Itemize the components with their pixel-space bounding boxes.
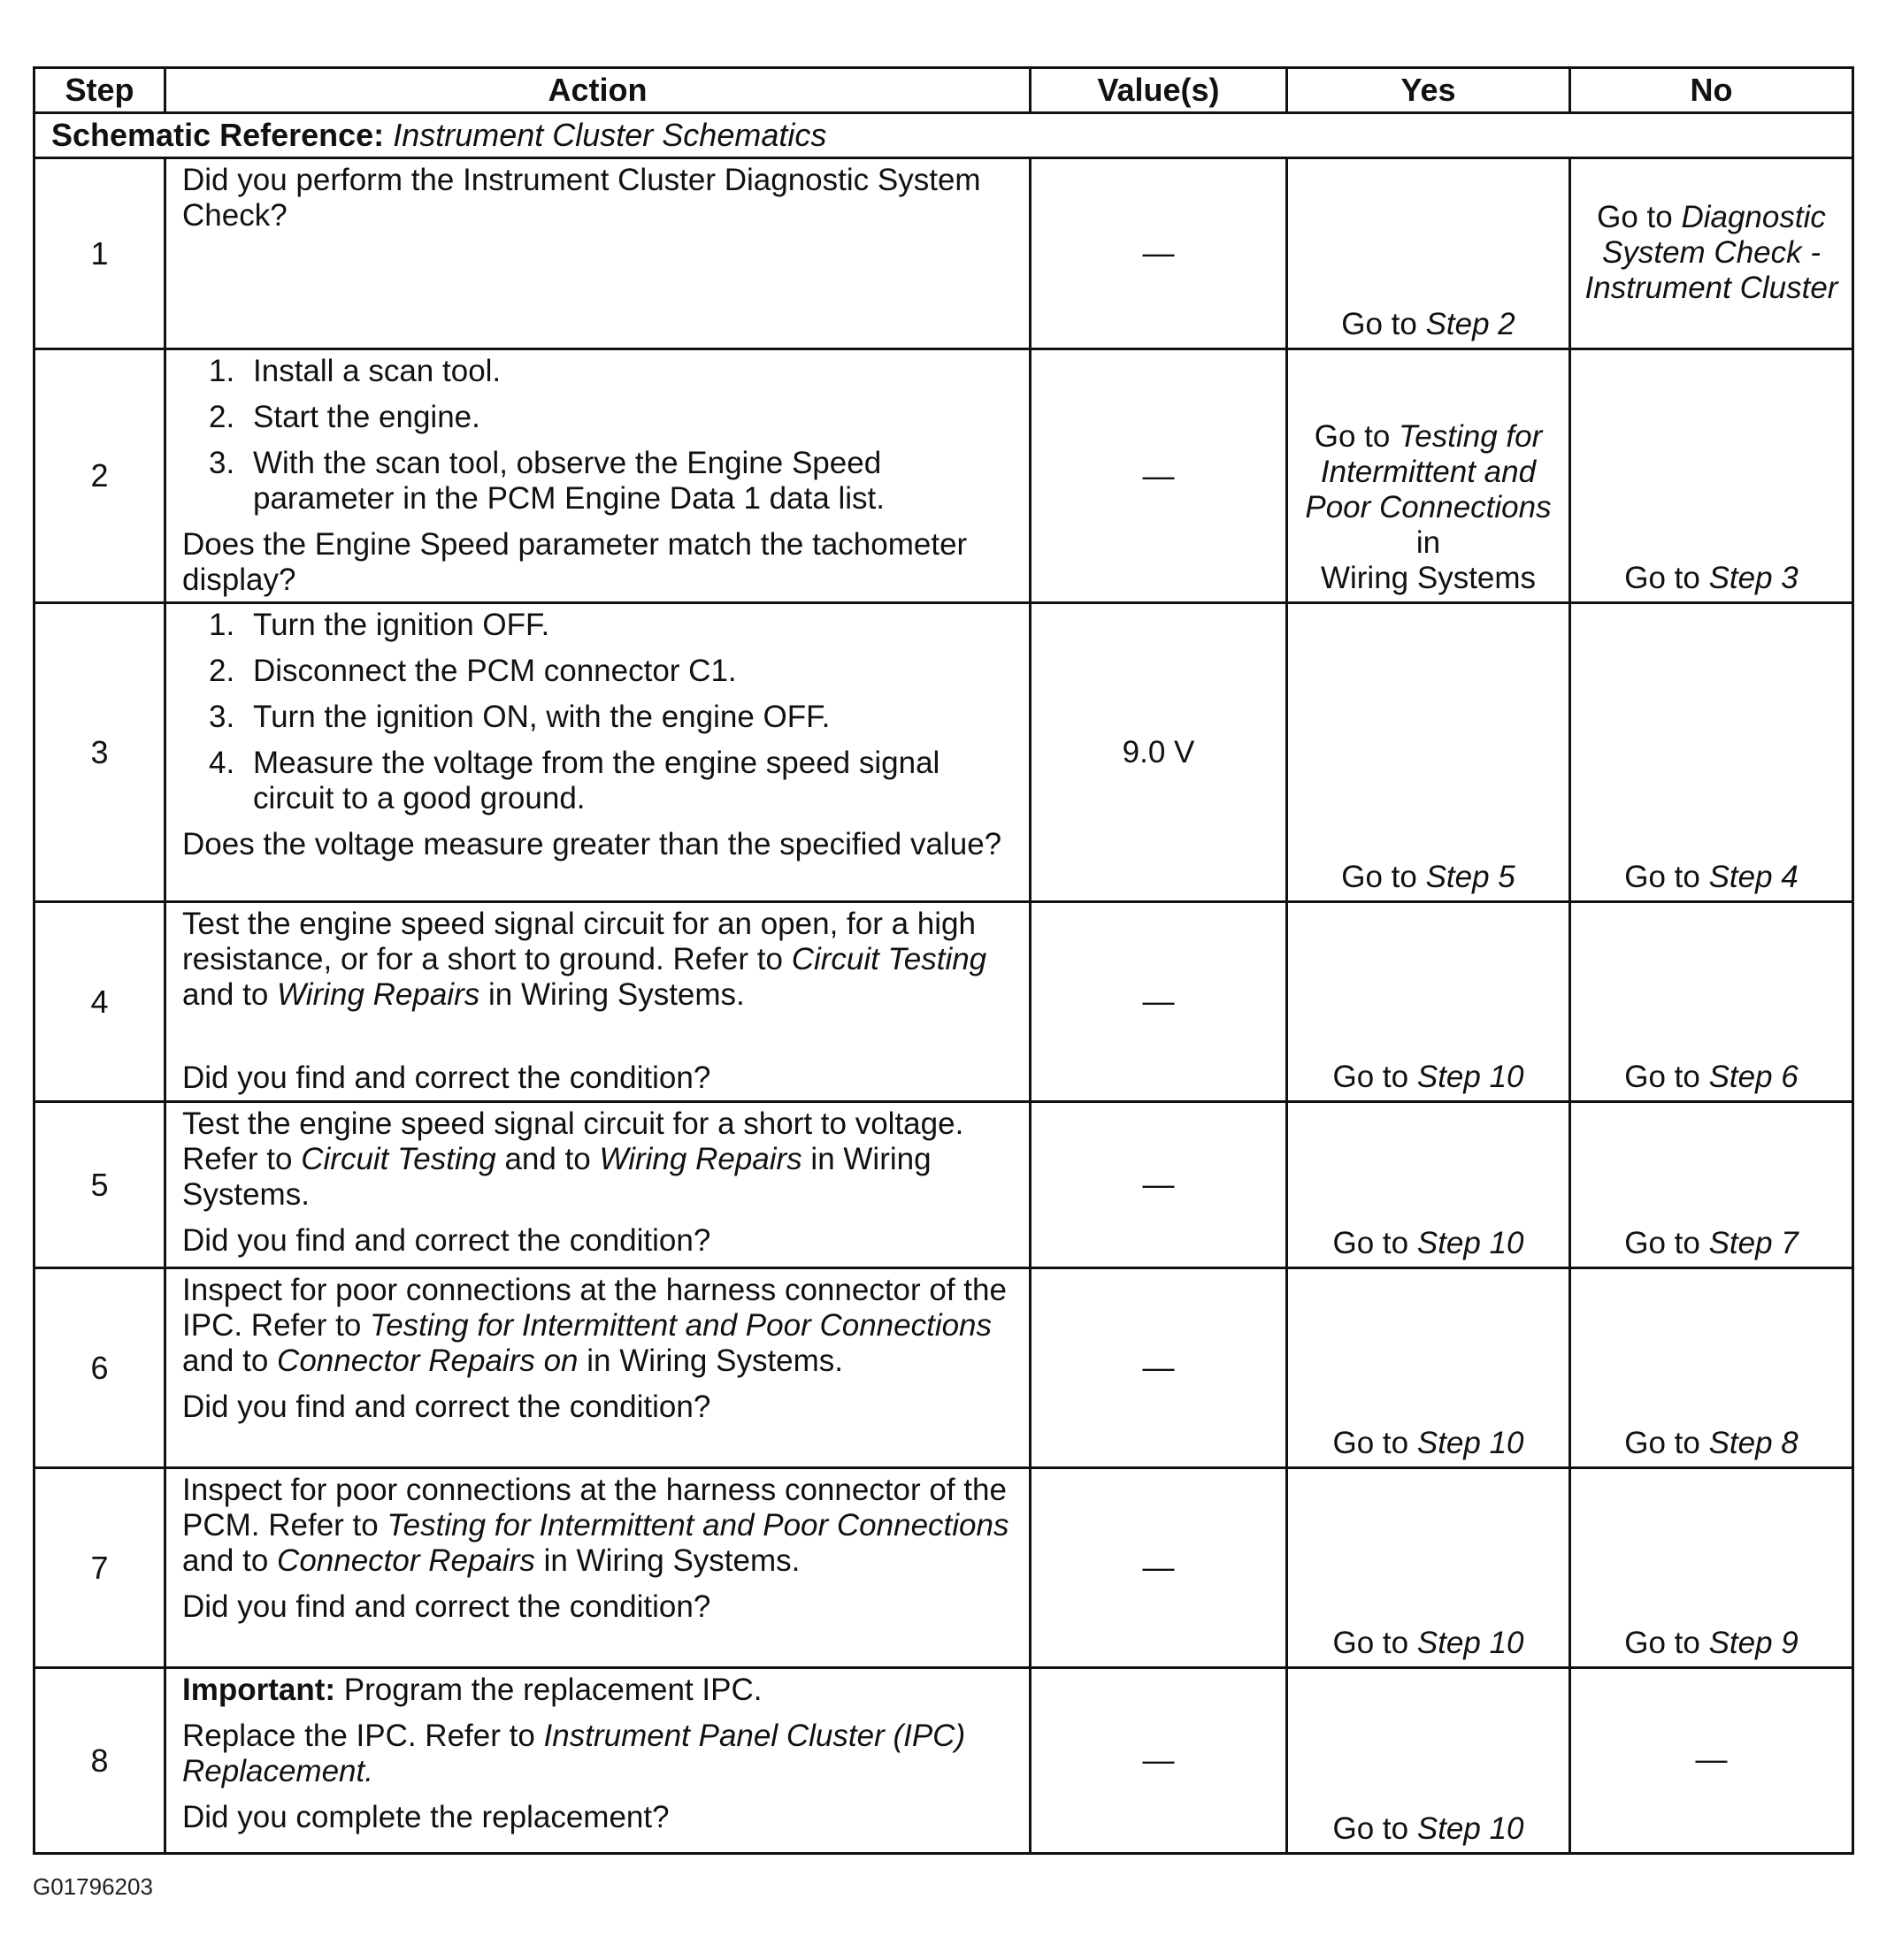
value-cell: — bbox=[1031, 1468, 1287, 1668]
diagnostic-table bbox=[33, 66, 1854, 1855]
value-cell: — bbox=[1031, 1268, 1287, 1468]
no-cell: Go to Step 7 bbox=[1570, 1102, 1853, 1268]
reference-link[interactable]: Connector Repairs bbox=[277, 1543, 535, 1578]
step-number: 3 bbox=[35, 603, 165, 902]
action-steps-list bbox=[182, 608, 1013, 816]
action-text: Test the engine speed signal circuit for a short to voltage. Refer to Circuit Testing and to Wiring Repairs in Wiring Systems. bbox=[182, 1106, 964, 1212]
yes-cell: Go to Step 10 bbox=[1287, 1102, 1570, 1268]
yes-link[interactable]: Step 5 bbox=[1425, 860, 1515, 894]
table-row bbox=[35, 1468, 1853, 1668]
no-link[interactable]: Step 8 bbox=[1708, 1426, 1798, 1460]
list-item: 3. Turn the ignition ON, with the engine OFF. bbox=[209, 700, 831, 734]
list-item: 4. Measure the voltage from the engine speed signal circuit to a good ground. bbox=[209, 746, 940, 815]
no-link[interactable]: Step 7 bbox=[1708, 1226, 1798, 1260]
value-cell: — bbox=[1031, 1668, 1287, 1854]
reference-link[interactable]: Circuit Testing bbox=[791, 942, 987, 976]
yes-link[interactable]: Step 2 bbox=[1425, 307, 1515, 341]
action-question: Did you complete the replacement? bbox=[182, 1800, 670, 1834]
table-row bbox=[35, 1268, 1853, 1468]
step-number: 2 bbox=[35, 349, 165, 603]
figure-id: G01796203 bbox=[33, 1873, 153, 1900]
reference-link[interactable]: Testing for Intermittent and Poor Connections bbox=[370, 1308, 993, 1343]
action-question: Does the voltage measure greater than the specified value? bbox=[182, 827, 1002, 861]
step-number: 8 bbox=[35, 1668, 165, 1854]
value-cell: — bbox=[1031, 902, 1287, 1102]
schematic-reference bbox=[35, 113, 1853, 158]
reference-link[interactable]: Instrument Panel Cluster (IPC) Replacement. bbox=[182, 1719, 966, 1788]
action-cell bbox=[165, 349, 1031, 603]
table-row bbox=[35, 1668, 1853, 1854]
yes-link[interactable]: Step 10 bbox=[1416, 1426, 1524, 1460]
value-cell bbox=[1031, 603, 1287, 902]
header-no: No bbox=[1570, 68, 1853, 113]
no-link[interactable]: Step 6 bbox=[1708, 1060, 1798, 1094]
reference-link[interactable]: Wiring Repairs bbox=[277, 977, 480, 1012]
header-row bbox=[35, 68, 1853, 113]
table-row bbox=[35, 349, 1853, 603]
action-cell bbox=[165, 603, 1031, 902]
value-cell: — bbox=[1031, 1102, 1287, 1268]
action-cell bbox=[165, 1268, 1031, 1468]
list-item: 2. Start the engine. bbox=[209, 400, 480, 434]
no-cell: Go to Diagnostic System Check - Instrument Cluster bbox=[1570, 158, 1853, 349]
schematic-reference-link[interactable]: Instrument Cluster Schematics bbox=[393, 117, 827, 153]
header-values: Value(s) bbox=[1031, 68, 1287, 113]
yes-cell: Go to Step 10 bbox=[1287, 1468, 1570, 1668]
reference-link[interactable]: Wiring Repairs bbox=[599, 1142, 802, 1176]
action-cell bbox=[165, 1668, 1031, 1854]
action-text: Inspect for poor connections at the harness connector of the PCM. Refer to Testing for Intermittent and Poor Connections and to Connector Repairs in Wiring Systems. bbox=[182, 1473, 1009, 1578]
action-cell bbox=[165, 902, 1031, 1102]
step-number: 5 bbox=[35, 1102, 165, 1268]
schematic-reference-row bbox=[35, 113, 1853, 158]
step-number: 1 bbox=[35, 158, 165, 349]
no-cell: Go to Step 8 bbox=[1570, 1268, 1853, 1468]
reference-link[interactable]: Circuit Testing bbox=[301, 1142, 496, 1176]
action-steps-list bbox=[182, 354, 1013, 517]
action-question: Does the Engine Speed parameter match the tachometer display? bbox=[182, 527, 968, 597]
table-row bbox=[35, 158, 1853, 349]
action-text: Replace the IPC. Refer to Instrument Panel Cluster (IPC) Replacement. bbox=[182, 1719, 966, 1788]
important-note: Important: Program the replacement IPC. bbox=[182, 1673, 763, 1707]
yes-link[interactable]: Step 10 bbox=[1416, 1060, 1524, 1094]
list-item: 3. With the scan tool, observe the Engine Speed parameter in the PCM Engine Data 1 data list. bbox=[209, 446, 885, 516]
no-cell: Go to Step 3 bbox=[1570, 349, 1853, 603]
list-item: 1. Install a scan tool. bbox=[209, 354, 502, 388]
no-cell: — bbox=[1570, 1668, 1853, 1854]
action-question: Did you perform the Instrument Cluster Diagnostic System Check? bbox=[182, 163, 981, 233]
list-item: 2. Disconnect the PCM connector C1. bbox=[209, 654, 737, 688]
value-text: 9.0 V bbox=[1122, 734, 1195, 769]
no-cell: Go to Step 9 bbox=[1570, 1468, 1853, 1668]
header-yes: Yes bbox=[1287, 68, 1570, 113]
step-number: 4 bbox=[35, 902, 165, 1102]
action-cell bbox=[165, 158, 1031, 349]
action-text: Inspect for poor connections at the harness connector of the IPC. Refer to Testing for Intermittent and Poor Connections and to Connector Repairs on in Wiring Systems. bbox=[182, 1273, 1007, 1378]
value-cell: — bbox=[1031, 349, 1287, 603]
yes-link[interactable]: Step 10 bbox=[1416, 1226, 1524, 1260]
yes-cell: Go to Step 10 bbox=[1287, 1268, 1570, 1468]
action-question: Did you find and correct the condition? bbox=[182, 1589, 711, 1624]
reference-link[interactable]: Connector Repairs on bbox=[277, 1344, 579, 1378]
header-action: Action bbox=[165, 68, 1031, 113]
action-cell bbox=[165, 1102, 1031, 1268]
important-label: Important: bbox=[182, 1673, 336, 1707]
no-link[interactable]: Diagnostic System Check - Instrument Cluster bbox=[1584, 199, 1838, 305]
action-question: Did you find and correct the condition? bbox=[182, 1223, 711, 1258]
yes-cell: Go to Testing for Intermittent and Poor Connections in Wiring Systems bbox=[1287, 349, 1570, 603]
step-number: 6 bbox=[35, 1268, 165, 1468]
schematic-reference-label: Schematic Reference: bbox=[51, 117, 385, 153]
yes-link[interactable]: Step 10 bbox=[1416, 1626, 1524, 1660]
yes-cell: Go to Step 5 bbox=[1287, 603, 1570, 902]
yes-cell: Go to Step 10 bbox=[1287, 902, 1570, 1102]
yes-cell: Go to Step 2 bbox=[1287, 158, 1570, 349]
no-cell: Go to Step 6 bbox=[1570, 902, 1853, 1102]
action-cell bbox=[165, 1468, 1031, 1668]
action-question: Did you find and correct the condition? bbox=[182, 1060, 711, 1095]
header-step: Step bbox=[35, 68, 165, 113]
table-row bbox=[35, 1102, 1853, 1268]
no-link[interactable]: Step 3 bbox=[1708, 561, 1798, 595]
no-link[interactable]: Step 9 bbox=[1708, 1626, 1798, 1660]
value-cell: — bbox=[1031, 158, 1287, 349]
no-cell: Go to Step 4 bbox=[1570, 603, 1853, 902]
yes-link[interactable]: Testing for Intermittent and Poor Connections bbox=[1305, 419, 1552, 524]
yes-cell: Go to Step 10 bbox=[1287, 1668, 1570, 1854]
table-row bbox=[35, 603, 1853, 902]
no-link[interactable]: Step 4 bbox=[1708, 860, 1798, 894]
step-number: 7 bbox=[35, 1468, 165, 1668]
action-question: Did you find and correct the condition? bbox=[182, 1390, 711, 1424]
action-text: Test the engine speed signal circuit for an open, for a high resistance, or for a short to ground. Refer to Circuit Testing and to Wiring Repairs in Wiring Systems. bbox=[182, 907, 987, 1012]
table-row bbox=[35, 902, 1853, 1102]
reference-link[interactable]: Testing for Intermittent and Poor Connections bbox=[387, 1508, 1009, 1543]
list-item: 1. Turn the ignition OFF. bbox=[209, 608, 550, 642]
yes-link[interactable]: Step 10 bbox=[1416, 1811, 1524, 1846]
